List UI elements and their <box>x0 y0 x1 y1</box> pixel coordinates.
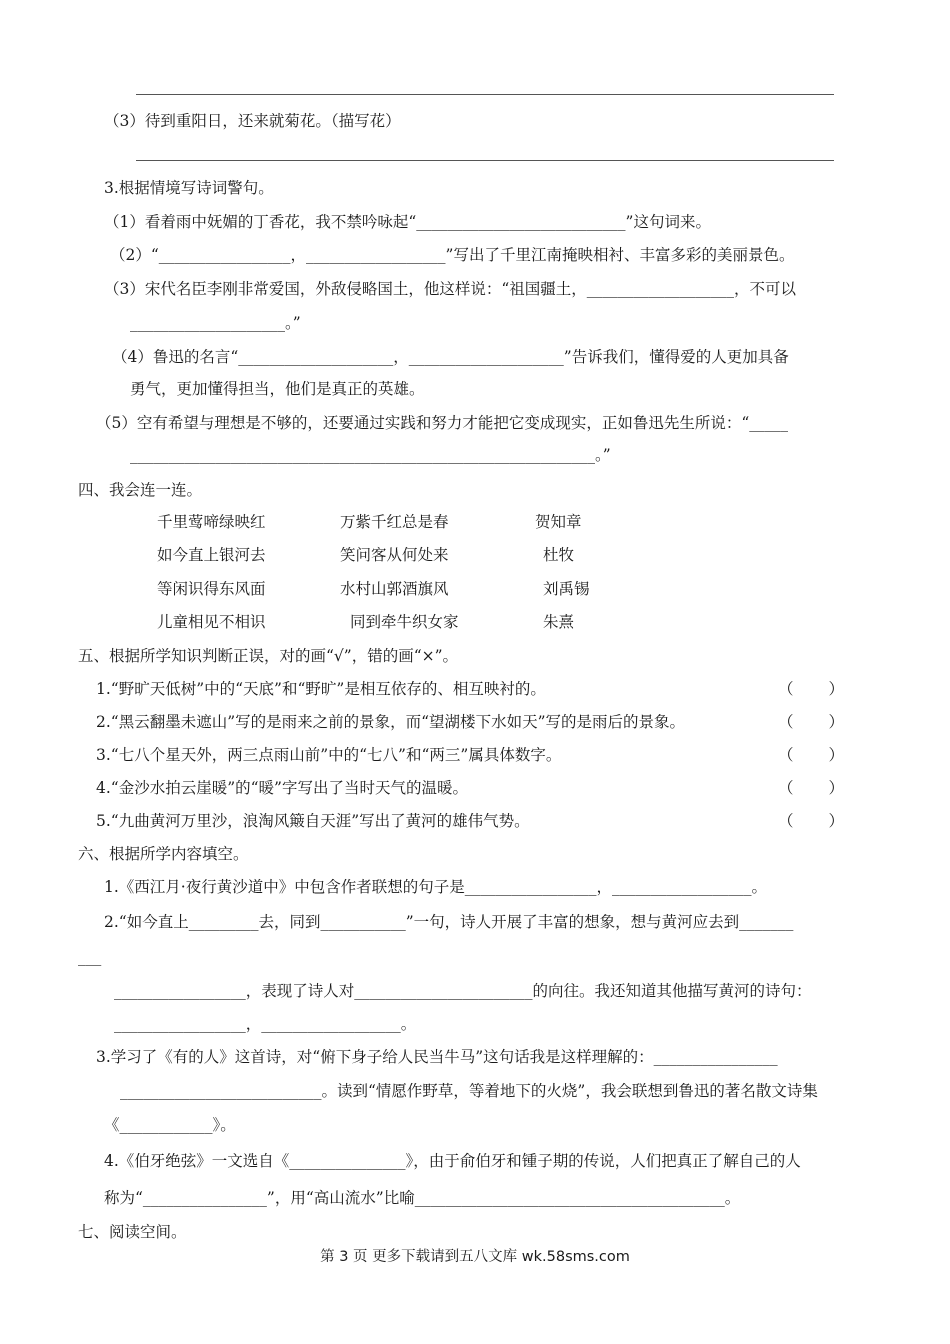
section-3-item-5b: ____________________________________________________________。” <box>130 446 611 464</box>
match-left-3: 等闲识得东风面 <box>157 580 266 598</box>
section-3-item-4a: （4）鲁迅的名言“____________________，____________________”告诉我们，懂得爱的人更加具备 <box>112 348 789 366</box>
fill-4b: 称为“________________”，用“高山流水”比喻________________________________________。 <box>104 1189 741 1207</box>
paren-close: ） <box>828 779 844 797</box>
match-right-4: 朱熹 <box>543 613 575 631</box>
paren-open: （ <box>778 746 794 764</box>
answer-line <box>136 94 834 95</box>
match-right-3: 刘禹锡 <box>543 580 590 598</box>
fill-3b: __________________________。读到“情愿作野草，等着地下的火烧”，我会联想到鲁迅的著名散文诗集 <box>120 1082 818 1100</box>
section-3-item-3a: （3）宋代名臣李刚非常爱国，外敌侵略国土，他这样说：“祖国疆土，___________________，不可以 <box>104 280 797 298</box>
paren-close: ） <box>828 746 844 764</box>
match-left-2: 如今直上银河去 <box>157 546 266 564</box>
section-3-item-4b: 勇气，更加懂得担当，他们是真正的英雄。 <box>130 380 425 398</box>
judge-item-5: 5.“九曲黄河万里沙，浪淘风簸自天涯”写出了黄河的雄伟气势。 <box>96 812 530 830</box>
section-7-title: 七、阅读空间。 <box>78 1223 187 1241</box>
answer-paren[interactable] <box>778 777 844 799</box>
judge-item-1: 1.“野旷天低树”中的“天底”和“野旷”是相互依存的、相互映衬的。 <box>96 680 546 698</box>
match-mid-2: 笑问客从何处来 <box>340 546 449 564</box>
match-mid-3: 水村山郭酒旗风 <box>340 580 449 598</box>
answer-paren[interactable] <box>778 810 844 832</box>
answer-paren[interactable] <box>778 744 844 766</box>
section-3-item-2: （2）“_________________，__________________”写出了千里江南掩映相衬、丰富多彩的美丽景色。 <box>110 246 795 264</box>
section-4-title: 四、我会连一连。 <box>78 481 203 499</box>
fill-2b: ___ <box>78 948 102 966</box>
paren-open: （ <box>778 812 794 830</box>
match-right-1: 贺知章 <box>535 513 582 531</box>
section-3-item-1: （1）看着雨中妩媚的丁香花，我不禁吟咏起“___________________________”这句词来。 <box>104 213 711 231</box>
fill-1: 1.《西江月·夜行黄沙道中》中包含作者联想的句子是_________________，__________________。 <box>104 878 767 896</box>
match-right-2: 杜牧 <box>543 546 575 564</box>
section-6-title: 六、根据所学内容填空。 <box>78 845 249 863</box>
paren-close: ） <box>828 680 844 698</box>
answer-line <box>136 160 834 161</box>
section-3-item-5a: （5）空有希望与理想是不够的，还要通过实践和努力才能把它变成现实，正如鲁迅先生所说：“_____ <box>96 414 789 432</box>
section-3-item-3b: ____________________。” <box>130 314 301 332</box>
section-3-title: 3.根据情境写诗词警句。 <box>104 179 274 197</box>
paren-open: （ <box>778 779 794 797</box>
judge-item-3: 3.“七八个星天外，两三点雨山前”中的“七八”和“两三”属具体数字。 <box>96 746 562 764</box>
match-mid-1: 万紫千红总是春 <box>340 513 449 531</box>
fill-3c: 《____________》。 <box>104 1116 236 1134</box>
answer-paren[interactable] <box>778 711 844 733</box>
paren-open: （ <box>778 713 794 731</box>
paren-open: （ <box>778 680 794 698</box>
match-mid-4: 同到牵牛织女家 <box>350 613 459 631</box>
judge-item-4: 4.“金沙水拍云崖暖”的“暖”字写出了当时天气的温暖。 <box>96 779 468 797</box>
fill-2c: _________________，表现了诗人对_______________________的向往。我还知道其他描写黄河的诗句： <box>114 982 812 1000</box>
page-footer: 第 3 页 更多下载请到五八文库 wk.58sms.com <box>320 1249 630 1265</box>
section-5-title: 五、根据所学知识判断正误，对的画“√”，错的画“×”。 <box>78 647 459 665</box>
fill-4a: 4.《伯牙绝弦》一文选自《_______________》，由于俞伯牙和锺子期的传说，人们把真正了解自己的人 <box>104 1152 801 1170</box>
match-left-1: 千里莺啼绿映红 <box>157 513 266 531</box>
paren-close: ） <box>828 812 844 830</box>
paren-close: ） <box>828 713 844 731</box>
judge-item-2: 2.“黑云翻墨未遮山”写的是雨来之前的景象，而“望湖楼下水如天”写的是雨后的景象。 <box>96 713 685 731</box>
answer-paren[interactable] <box>778 678 844 700</box>
question-2-3: （3）待到重阳日，还来就菊花。（描写花） <box>104 112 401 130</box>
fill-2d: _________________，__________________。 <box>114 1015 417 1033</box>
fill-2a: 2.“如今直上_________去，同到___________”一句，诗人开展了丰富的想象，想与黄河应去到_______ <box>104 913 794 931</box>
match-left-4: 儿童相见不相识 <box>157 613 266 631</box>
fill-3a: 3.学习了《有的人》这首诗，对“俯下身子给人民当牛马”这句话我是这样理解的：________________ <box>96 1048 778 1066</box>
